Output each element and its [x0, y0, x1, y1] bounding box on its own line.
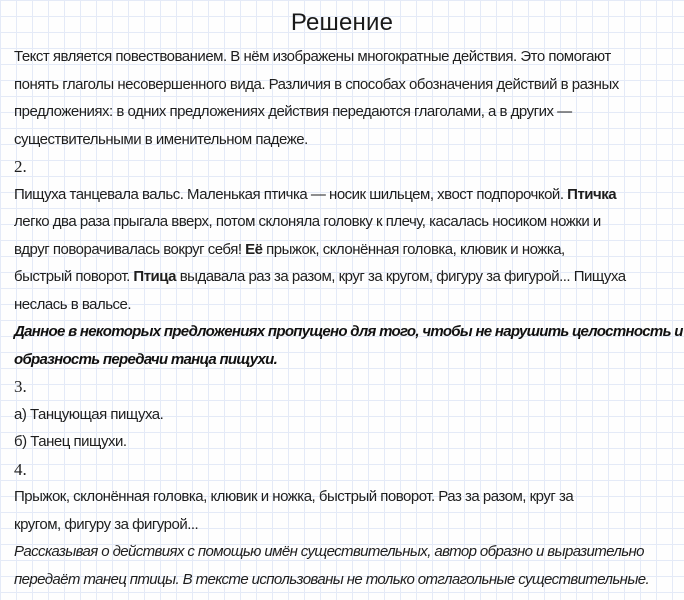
text-line — [14, 511, 670, 539]
text-line — [14, 428, 670, 456]
text-segment: Рассказывая о действиях с помощью имён существительных, автор образно и выразительно — [14, 543, 644, 560]
text-segment: Птичка — [567, 185, 617, 203]
text-line — [14, 126, 670, 154]
text-segment: предложениях: в одних предложениях действия передаются глаголами, а в других — — [14, 103, 572, 120]
text-line — [14, 291, 670, 319]
text-segment: выдавала раз за разом, круг за кругом, фигуру за фигурой... Пищуха — [176, 268, 626, 285]
text-segment: прыжок, склонённая головка, клювик и ножка, — [262, 240, 565, 258]
text-segment: легко два раза прыгала вверх, потом склоняла головку к плечу, касалась носиком ножки и — [14, 213, 601, 230]
text-line — [14, 208, 670, 236]
text-line — [14, 538, 670, 566]
item-number: 3. — [14, 377, 27, 396]
text-segment: быстрый поворот. — [14, 268, 134, 285]
solution-text — [14, 43, 683, 593]
text-line — [14, 401, 670, 429]
text-line — [14, 346, 670, 374]
page-title: Решение — [290, 9, 394, 36]
text-line — [14, 566, 670, 594]
text-segment: существительными в именительном падеже. — [14, 130, 308, 148]
text-segment: Данное в некоторых предложениях пропущено для того, чтобы не нарушить целостность и — [14, 323, 683, 340]
text-line — [14, 263, 670, 291]
text-segment: понять глаголы несовершенного вида. Различия в способах обозначения действий в разных — [14, 75, 619, 93]
text-segment: Прыжок, склонённая головка, клювик и ножка, быстрый поворот. Раз за разом, круг за — [14, 488, 574, 505]
text-segment: передаёт танец птицы. В тексте использованы не только отглагольные существительные. — [14, 570, 650, 588]
text-segment: образность передачи танца пищухи. — [14, 350, 278, 368]
text-line — [14, 181, 670, 209]
text-line — [14, 43, 670, 71]
item-number: 4. — [14, 459, 27, 479]
text-segment: вдруг поворачивалась вокруг себя! — [14, 240, 246, 258]
text-line — [14, 71, 670, 99]
text-segment: Птица — [133, 268, 177, 285]
text-segment: б) Танец пищухи. — [14, 433, 127, 450]
text-segment: Пищуха танцевала вальс. Маленькая птичка — носик шильцем, хвост подпорочкой. — [14, 185, 568, 203]
text-line — [14, 98, 670, 126]
text-segment: неслась в вальсе. — [14, 295, 132, 313]
text-line — [14, 318, 683, 346]
item-number: 2. — [14, 157, 27, 176]
text-line — [14, 483, 670, 511]
text-segment: кругом, фигуру за фигурой... — [14, 515, 199, 533]
text-segment: Текст является повествованием. В нём изображены многократные действия. Это помогают — [14, 48, 611, 65]
text-segment: Её — [245, 240, 263, 258]
text-line — [14, 236, 670, 264]
text-segment: а) Танцующая пищуха. — [14, 405, 164, 423]
